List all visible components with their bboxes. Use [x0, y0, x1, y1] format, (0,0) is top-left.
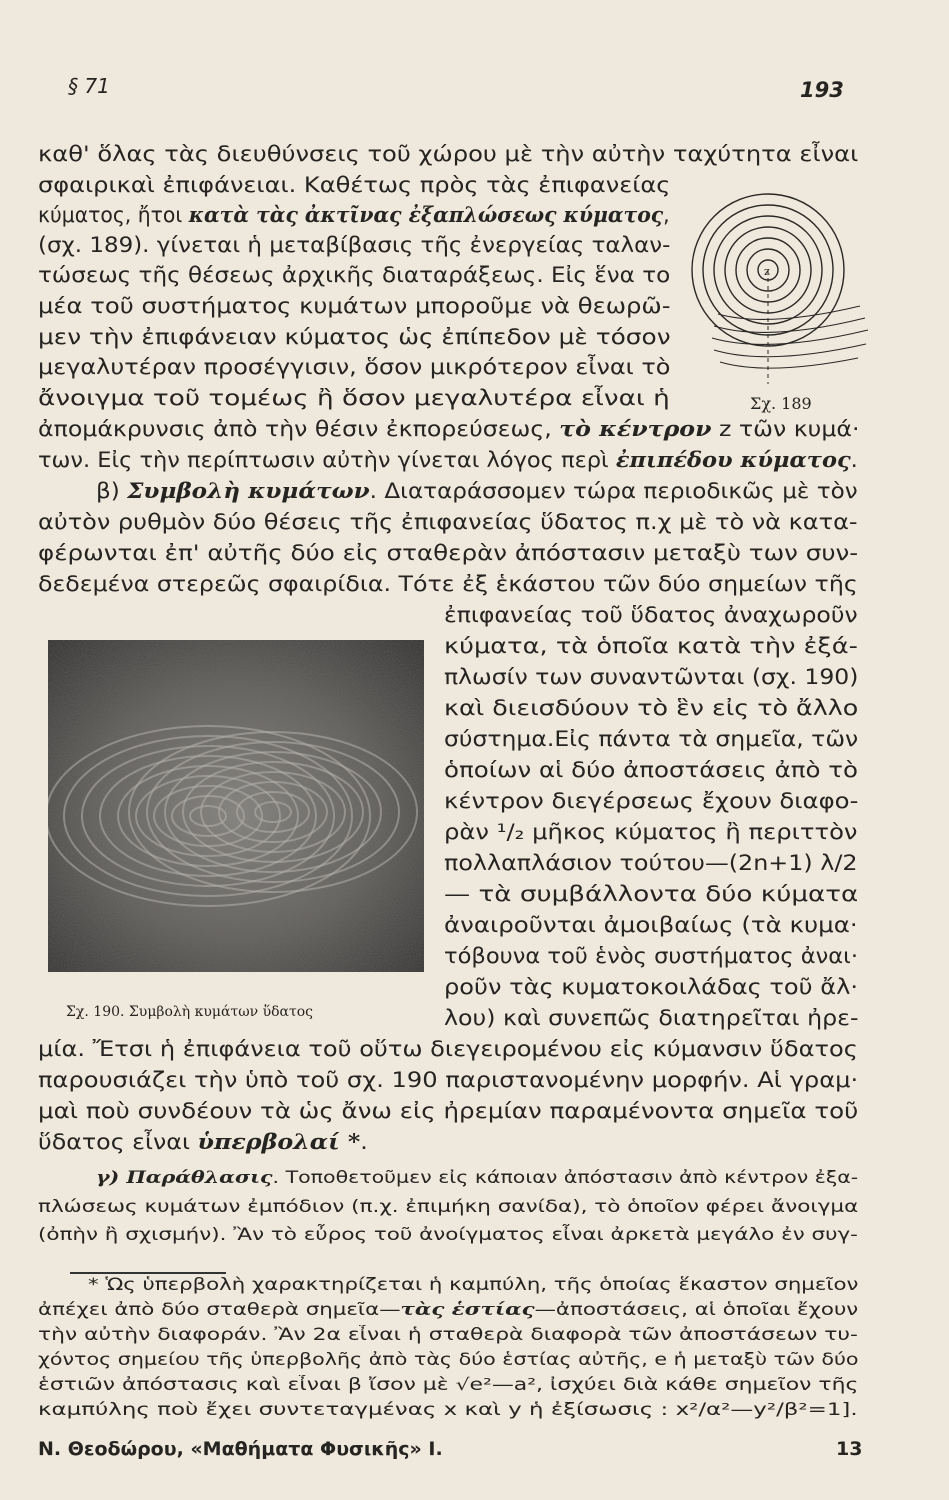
plane-wave-term: ἐπιπέδου κύματος — [615, 447, 851, 472]
text-line: παρουσιάζει τὴν ὑπὸ τοῦ σχ. 190 παριστανομένην μορφήν. Αἱ γραμ· — [38, 1068, 859, 1092]
text-line: ἀναιροῦνται ἀμοιβαίως (τὰ κυμα· — [444, 913, 858, 937]
footnote-line: τὴν αὐτὴν διαφοράν. Ἂν 2α εἶναι ἡ σταθερὰ διαφορὰ τῶν ἀποστάσεων τυ- — [38, 1325, 858, 1344]
text-line: (ὀπὴν ἢ σχισμήν). Ἂν τὸ εὖρος τοῦ ἀνοίγματος εἶναι ἀρκετὰ μεγάλο ἐν συγ- — [38, 1225, 858, 1245]
text-line: μεν τὴν ἐπιφάνειαν κύματος ὡς ἐπίπεδον μὲ τόσον — [38, 325, 671, 349]
text-line: φέρωνται ἐπ' αὐτῆς δύο εἰς σταθερὰν ἀπόστασιν μεταξὺ των συν- — [38, 541, 859, 565]
text-line: ὁποίων αἱ δύο ἀποστάσεις ἀπὸ τὸ — [444, 758, 858, 782]
text-line: σφαιρικαὶ ἐπιφάνειαι. Καθέτως πρὸς τὰς ἐπιφανείας — [38, 173, 671, 197]
section-number: § 71 — [68, 74, 110, 98]
diffraction-heading: γ) Παράθλασις — [96, 1168, 273, 1188]
figure-190-caption: Σχ. 190. Συμβολὴ κυμάτων ὕδατος — [66, 1004, 313, 1020]
text-line: τώσεως τῆς θέσεως ἀρχικῆς διαταράξεως. Εἰς ἕνα το — [38, 263, 671, 287]
water-interference-photo — [48, 640, 424, 972]
hyperbolas-term: ὑπερβολαί * — [197, 1129, 361, 1154]
signature-number: 13 — [836, 1438, 863, 1460]
text-line: ὕδατος εἶναι ὑπερβολαί *. — [38, 1129, 368, 1154]
wave-rays-term: κατὰ τὰς ἀκτῖνας ἐξαπλώσεως κύματος — [188, 202, 664, 227]
text-line: ἄνοιγμα τοῦ τομέως ἢ ὅσον μεγαλυτέρα εἶναι ἡ — [38, 386, 670, 410]
text-line: κύματα, τὰ ὁποῖα κατὰ τὴν ἐξά- — [444, 634, 858, 658]
center-term: τὸ κέντρον — [559, 416, 712, 441]
foci-term: τὰς ἑστίας — [400, 1300, 535, 1319]
book-title-footer: Ν. Θεοδώρου, «Μαθήματα Φυσικῆς» Ι. — [38, 1438, 443, 1460]
footnote-line: ἀπέχει ἀπὸ δύο σταθερὰ σημεῖα—τὰς ἑστίας—ἀποστάσεις, αἱ ὁποῖαι ἔχουν — [38, 1300, 859, 1319]
text-line: κύματος, ἤτοι κατὰ τὰς ἀκτῖνας ἐξαπλώσεως κύματος, — [38, 202, 670, 227]
text-line: πλώσεως κυμάτων ἐμπόδιον (π.χ. ἐπιμήκη σανίδα), τὸ ὁποῖον φέρει ἄνοιγμα — [38, 1197, 859, 1217]
superposition-heading: Συμβολὴ κυμάτων — [127, 478, 370, 503]
text-line: καθ' ὅλας τὰς διευθύνσεις τοῦ χώρου μὲ τὴν αὐτὴν ταχύτητα εἶναι — [38, 142, 859, 166]
wave-diagram-figure — [690, 178, 876, 390]
text-line: δεδεμένα στερεῶς σφαιρίδια. Τότε ἐξ ἑκάστου τῶν δύο σημείων τῆς — [38, 572, 858, 596]
figure-189-caption: Σχ. 189 — [750, 394, 812, 413]
footnote-line: καμπύλης ποὺ ἔχει συντεταγμένας x καὶ y ἡ ἐξίσωσις : x²/α²—y²/β²=1]. — [38, 1400, 858, 1419]
text-line: μία. Ἔτσι ἡ ἐπιφάνεια τοῦ οὕτω διεγειρομένου εἰς κύμανσιν ὕδατος — [38, 1037, 858, 1061]
footnote-line: * Ὡς ὑπερβολὴ χαρακτηρίζεται ἡ καμπύλη, τῆς ὁποίας ἕκαστον σημεῖον — [88, 1275, 859, 1294]
text-line: των. Εἰς τὴν περίπτωσιν αὐτὴν γίνεται λόγος περὶ ἐπιπέδου κύματος. — [38, 447, 858, 472]
text-line: (σχ. 189). γίνεται ἡ μεταβίβασις τῆς ἐνεργείας ταλαν- — [38, 233, 671, 257]
text-line: — τὰ συμβάλλοντα δύο κύματα — [444, 882, 859, 906]
text-line: μεγαλυτέραν προσέγγισιν, ὅσον μικρότερον εἶναι τὸ — [38, 355, 671, 379]
text-line: πλωσίν των συναντῶνται (σχ. 190) — [444, 665, 859, 689]
footnote-line: χόντος σημείου τῆς ὑπερβολῆς ἀπὸ τὰς δύο ἑστίας αὐτῆς, e ἡ μεταξὺ τῶν δύο — [38, 1350, 859, 1369]
text-line: μέα τοῦ συστήματος κυμάτων μποροῦμε νὰ θεωρῶ- — [38, 294, 671, 318]
svg-text:z: z — [764, 265, 770, 278]
footnote-line: ἑστιῶν ἀπόστασις καὶ εἶναι β ἴσον μὲ √e²—a², ἰσχύει διὰ κάθε σημεῖον τῆς — [38, 1375, 859, 1394]
text-line: σύστημα.Εἰς πάντα τὰ σημεῖα, τῶν — [444, 727, 859, 751]
text-line: γ) Παράθλασις. Τοποθετοῦμεν εἰς κάποιαν ἀπόστασιν ἀπὸ κέντρον ἐξα- — [96, 1168, 859, 1188]
text-line: πολλαπλάσιον τούτου—(2n+1) λ/2 — [444, 851, 858, 875]
page-number: 193 — [800, 78, 844, 102]
text-line: μαὶ ποὺ συνδέουν τὰ ὡς ἄνω εἰς ἠρεμίαν παραμένοντα σημεῖα τοῦ — [38, 1099, 859, 1123]
text-line: ἐπιφανείας τοῦ ὕδατος ἀναχωροῦν — [444, 603, 858, 627]
text-line: κέντρον διεγέρσεως ἔχουν διαφο- — [444, 789, 859, 813]
text-line: καὶ διεισδύουν τὸ ἓν εἰς τὸ ἄλλο — [444, 696, 859, 720]
text-line: β) Συμβολὴ κυμάτων. Διαταράσσομεν τώρα περιοδικῶς μὲ τὸν — [96, 478, 858, 503]
text-line: ροῦν τὰς κυματοκοιλάδας τοῦ ἄλ· — [444, 975, 858, 999]
text-line: λου) καὶ συνεπῶς διατηρεῖται ἠρε- — [444, 1006, 859, 1030]
text-line: αὐτὸν ρυθμὸν δύο θέσεις τῆς ἐπιφανείας ὕδατος π.χ μὲ τὸ νὰ κατα- — [38, 510, 858, 534]
text-line: ἀπομάκρυνσις ἀπὸ τὴν θέσιν ἐκπορεύσεως, τὸ κέντρον z τῶν κυμά· — [38, 416, 860, 441]
text-line: τόβουνα τοῦ ἑνὸς συστήματος ἀναι· — [444, 944, 859, 968]
text-line: ρὰν ¹/₂ μῆκος κύματος ἢ περιττὸν — [444, 820, 858, 844]
